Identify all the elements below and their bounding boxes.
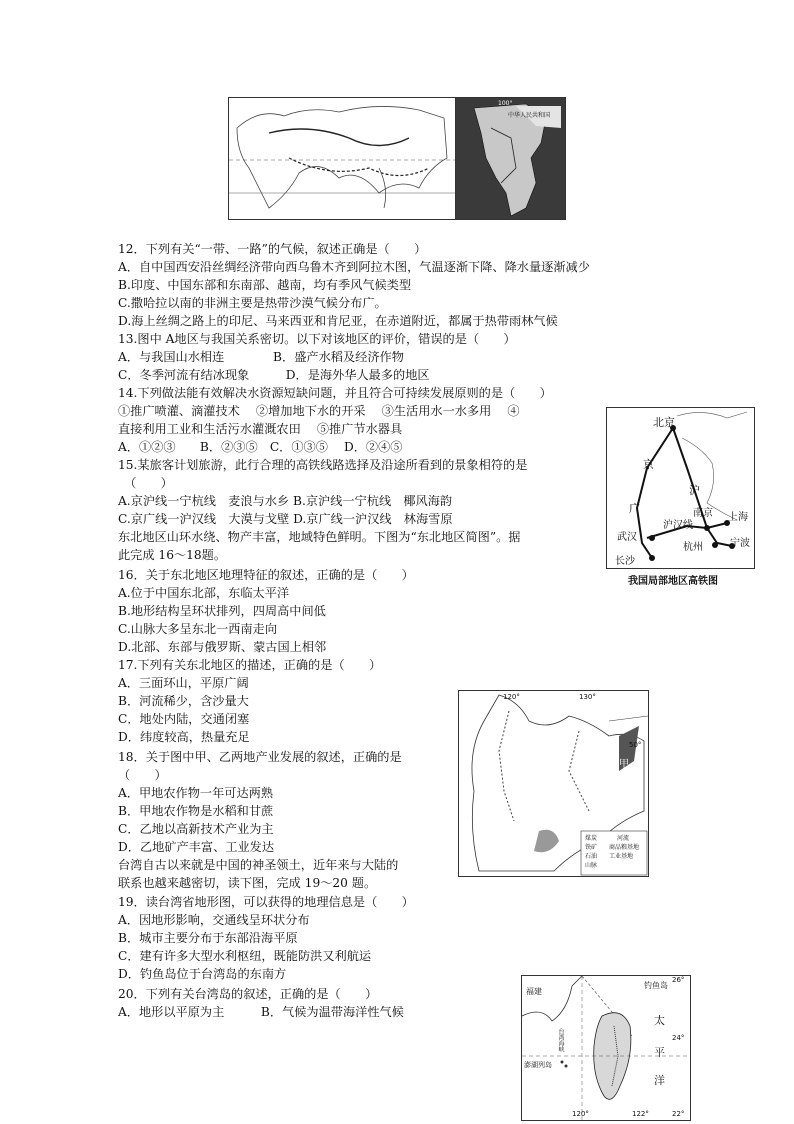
- q18-option-c: C．乙地以高新技术产业为主: [118, 822, 274, 836]
- taiwan-intro-1: 台湾自古以来就是中国的神圣领土，近年来与大陆的: [118, 858, 399, 872]
- rail-label-nanjing: 南京: [693, 508, 713, 519]
- q18-option-d: D．乙地矿产丰富、工业发达: [118, 840, 275, 854]
- q19-option-a: A．因地形影响，交通线呈环状分布: [118, 913, 310, 927]
- q20-stem: 20．下列有关台湾岛的叙述，正确的是（ ）: [118, 987, 378, 1001]
- nanjing-dot: [704, 525, 710, 531]
- q17-option-d: D．纬度较高，热量充足: [118, 730, 250, 744]
- q17-stem: 17.下列有关东北地区的描述，正确的是（ ）: [118, 658, 382, 672]
- belt-road-map-drawing: [229, 98, 455, 219]
- q15-options-cd: C.京广线一沪汉线 大漠与戈壁 D.京广线一沪汉线 林海雪原: [118, 512, 453, 526]
- q15-stem: 15.某旅客计划旅游，此行合理的高铁线路选择及沿途所看到的景象相符的是: [118, 458, 528, 472]
- ne-lon-120: 120°: [503, 693, 520, 701]
- tw-label-122: 122°: [632, 1110, 649, 1118]
- tw-label-tai: 太: [654, 1014, 665, 1027]
- tw-label-120: 120°: [572, 1110, 589, 1118]
- q20-options-ab: A．地形以平原为主 B．气候为温带海洋性气候: [118, 1005, 404, 1019]
- rail-label-guang: 广: [629, 502, 640, 515]
- q13-options-ab: A．与我国山水相连 B．盛产水稻及经济作物: [118, 350, 404, 364]
- q13-stem: 13.图中 A地区与我国关系密切。以下对该地区的评价，错误的是（ ）: [118, 332, 516, 346]
- changsha-dot: [649, 555, 655, 561]
- q16-option-a: A.位于中国东北部，东临太平洋: [118, 586, 290, 600]
- q18-stem: 18．关于图中甲、乙两地产业发展的叙述，正确的是: [118, 750, 402, 764]
- q14-items-1: ①推广喷灌、滴灌技术 ②增加地下水的开采 ③生活用水一水多用 ④: [118, 404, 520, 418]
- q12-option-c: C.撒哈拉以南的非洲主要是热带沙漠气候分布广。: [118, 296, 387, 310]
- tw-label-fujian: 福建: [526, 987, 542, 996]
- ne-lon-130: 130°: [579, 693, 596, 701]
- q16-stem: 16．关于东北地区地理特征的叙述，正确的是（ ）: [118, 568, 414, 582]
- q12-option-d: D.海上丝绸之路上的印尼、马来西亚和肯尼亚，在赤道附近，都属于热带雨林气候: [118, 314, 558, 328]
- q19-option-d: D．钓鱼岛位于台湾岛的东南方: [118, 967, 287, 981]
- q18-stem-bracket: （ ）: [118, 768, 167, 782]
- taiwan-intro-2: 联系也越来越密切，读下图，完成 19～20 题。: [118, 876, 377, 890]
- ne-lat-50: 50°: [629, 741, 642, 749]
- southeast-asia-map: [455, 97, 566, 220]
- ne-label-jia: 甲: [619, 759, 629, 770]
- tw-label-24: 24°: [672, 1034, 685, 1042]
- belt-road-map: [228, 97, 456, 220]
- hangzhou-dot: [712, 542, 718, 548]
- q14-items-2: 直接利用工业和生活污水灌溉农田 ⑤推广节水器具: [118, 422, 403, 436]
- q16-option-c: C.山脉大多呈东北一西南走向: [118, 622, 278, 636]
- q14-options: A．①②③ B．②③⑤ C．①③⑤ D．②④⑤: [118, 440, 403, 454]
- rail-label-hangzhou: 杭州: [683, 542, 703, 553]
- q16-option-d: D.北部、东部与俄罗斯、蒙古国上相邻: [118, 640, 327, 654]
- legend-grain: 商品粮基地: [609, 844, 640, 851]
- tw-label-strait: 台湾海峡: [557, 1028, 564, 1052]
- q17-option-c: C．地处内陆，交通闭塞: [118, 712, 250, 726]
- legend-river: 河流: [617, 835, 630, 842]
- q17-option-b: B．河流稀少，含沙量大: [118, 694, 249, 708]
- q15-stem-bracket: （ ）: [118, 476, 173, 490]
- legend-iron: 铁矿: [585, 844, 598, 851]
- rail-label-ningbo: 宁波: [730, 538, 750, 549]
- tw-label-yang: 洋: [654, 1074, 665, 1087]
- region-yi: [534, 830, 559, 853]
- rail-label-wuhan: 武汉: [617, 532, 637, 543]
- q12-option-b: B.印度、中国东部和东南部、越南，均有季风气候类型: [118, 278, 412, 292]
- q12-stem: 12．下列有关“一带、一路”的气候，叙述正确是（ ）: [118, 242, 427, 256]
- tw-label-diaoyu: 钓鱼岛: [644, 981, 668, 990]
- wuhan-dot: [649, 535, 655, 541]
- q19-option-b: B．城市主要分布于东部沿海平原: [118, 931, 298, 945]
- tw-label-ping: 平: [654, 1046, 665, 1059]
- northeast-intro-1: 东北地区山环水绕、物产丰富，地域特色鲜明。下图为“东北地区简图”。据: [118, 530, 521, 544]
- map-label-100: 100°: [498, 100, 513, 107]
- q18-option-a: A．甲地农作物一年可达两熟: [118, 786, 274, 800]
- legend-oil: 石油: [585, 853, 598, 860]
- northeast-intro-2: 此完成 16～18题。: [118, 548, 227, 562]
- rail-label-changsha: 长沙: [615, 556, 635, 567]
- rail-label-shanghai: 上海: [728, 512, 748, 523]
- q18-option-b: B．甲地农作物是水稻和甘蔗: [118, 804, 274, 818]
- q13-options-cd: C．冬季河流有结冰现象 D．是海外华人最多的地区: [118, 368, 430, 382]
- legend-coal: 煤炭: [585, 835, 598, 842]
- q16-option-b: B.地形结构呈环状排列，四周高中间低: [118, 604, 326, 618]
- q17-option-a: A．三面环山，平原广阔: [118, 676, 249, 690]
- q15-options-ab: A.京沪线一宁杭线 麦浪与水乡 B.京沪线一宁杭线 椰风海韵: [118, 494, 453, 508]
- rail-label-jing: 京: [643, 458, 654, 471]
- q19-stem: 19．读台湾省地形图，可以获得的地理信息是（ ）: [118, 895, 414, 909]
- rail-map: [606, 407, 755, 569]
- tw-label-26: 26°: [672, 976, 685, 984]
- rail-map-caption: 我国局部地区高铁图: [628, 576, 718, 587]
- legend-mountain: 山脉: [585, 862, 598, 869]
- rail-label-huhan: 沪汉线: [663, 520, 693, 531]
- tw-label-penghu: 澎湖列岛: [524, 1061, 552, 1069]
- legend-industry: 工业基地: [609, 853, 634, 860]
- northeast-map: [458, 690, 649, 877]
- q12-option-a: A．自中国西安沿丝绸经济带向西乌鲁木齐到阿拉木图，气温逐渐下降、降水量逐渐减少: [118, 260, 590, 274]
- rail-label-hu: 沪: [689, 484, 700, 497]
- taiwan-map: [521, 975, 691, 1121]
- q14-stem: 14.下列做法能有效解决水资源短缺问题，并且符合可持续发展原则的是（ ）: [118, 386, 552, 400]
- tw-label-22: 22°: [672, 1110, 685, 1118]
- rail-label-beijing: 北京: [653, 416, 675, 429]
- map-label-china: 中华人民共和国: [508, 112, 551, 119]
- q19-option-c: C．建有许多大型水利枢纽，既能防洪又利航运: [118, 949, 372, 963]
